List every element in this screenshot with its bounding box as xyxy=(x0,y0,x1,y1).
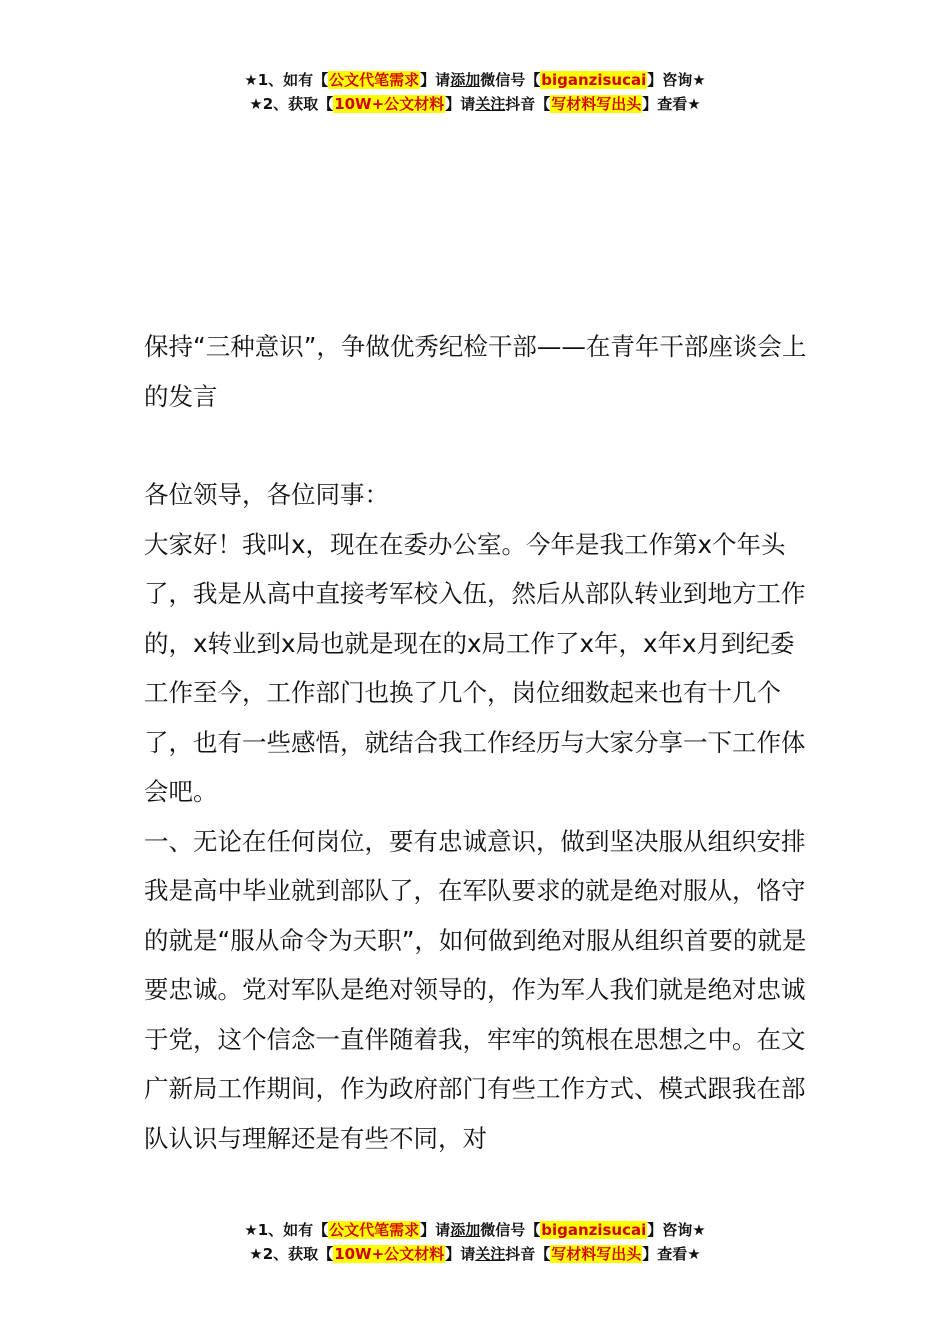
banner-text: 】请 xyxy=(445,1245,476,1263)
document-title xyxy=(144,322,809,421)
banner-underlined: 关注 xyxy=(475,1245,506,1263)
banner-highlight: 写材料写出头 xyxy=(551,1245,642,1263)
banner-text: 】请 xyxy=(445,95,476,113)
banner-text: ★1、如有【 xyxy=(244,1221,329,1239)
banner-text: ★2、获取【 xyxy=(249,1245,334,1263)
banner-highlight: 10W+公文材料 xyxy=(334,1245,445,1263)
banner-highlight: 公文代笔需求 xyxy=(329,71,420,89)
banner-text: 】请 xyxy=(420,1221,451,1239)
banner-text: 微信号【 xyxy=(480,71,541,89)
banner-text: ★2、获取【 xyxy=(249,95,334,113)
title-text: 保持“三种意识”，争做优秀纪检干部——在青年干部座谈会上的发言 xyxy=(144,332,807,411)
document-body xyxy=(144,470,809,1163)
section-heading: 一、无论在任何岗位，要有忠诚意识，做到坚决服从组织安排 xyxy=(144,826,806,856)
banner-line-1 xyxy=(0,68,950,92)
banner-underlined: 关注 xyxy=(475,95,506,113)
paragraph-body: 我是高中毕业就到部队了，在军队要求的就是绝对服从，恪守的就是“服从命令为天职”，如何做到绝对服从组织首要的就是要忠诚。党对军队是绝对领导的，作为军人我们就是绝对忠诚于党，这个信念一直伴随着我，牢牢的筑根在思想之中。在文广新局工作期间，作为政府部门有些工作方式、模式跟我在部队认识与理解还是有些不同，对 xyxy=(144,876,807,1153)
banner-highlight: biganzisucai xyxy=(541,1221,647,1239)
banner-highlight: 10W+公文材料 xyxy=(334,95,445,113)
banner-text: 】查看★ xyxy=(642,95,701,113)
paragraph-salutation: 各位领导，各位同事： xyxy=(144,480,389,509)
banner-underlined: 添加 xyxy=(450,71,481,89)
banner-text: 抖音【 xyxy=(505,1245,551,1263)
banner-line-1 xyxy=(0,1218,950,1242)
footer-banner xyxy=(0,1218,950,1266)
header-banner xyxy=(0,68,950,116)
banner-line-2 xyxy=(0,1242,950,1266)
banner-text: 】查看★ xyxy=(642,1245,701,1263)
banner-highlight: 写材料写出头 xyxy=(551,95,642,113)
banner-text: 】请 xyxy=(420,71,451,89)
banner-text: 微信号【 xyxy=(480,1221,541,1239)
paragraph-intro: 大家好！我叫x，现在在委办公室。今年是我工作第x个年头了，我是从高中直接考军校入伍，然后从部队转业到地方工作的，x转业到x局也就是现在的x局工作了x年，x年x月到纪委工作至今，工作部门也换了几个，岗位细数起来也有十几个了，也有一些感悟，就结合我工作经历与大家分享一下工作体会吧。 xyxy=(144,529,806,806)
banner-highlight: biganzisucai xyxy=(541,71,647,89)
banner-text: ★1、如有【 xyxy=(244,71,329,89)
banner-text: 抖音【 xyxy=(505,95,551,113)
banner-text: 】咨询★ xyxy=(647,1221,706,1239)
banner-line-2 xyxy=(0,92,950,116)
banner-highlight: 公文代笔需求 xyxy=(329,1221,420,1239)
banner-underlined: 添加 xyxy=(450,1221,481,1239)
banner-text: 】咨询★ xyxy=(647,71,706,89)
